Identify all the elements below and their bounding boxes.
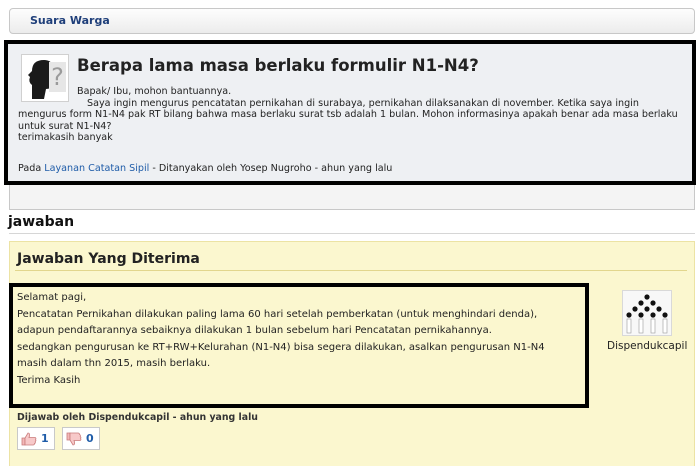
question-title: Berapa lama masa berlaku formulir N1-N4? (77, 56, 479, 75)
upvote-button[interactable] (17, 427, 55, 450)
question-closing: terimakasih banyak (18, 132, 113, 143)
answer-line: masih dalam thn 2015, masih berlaku. (17, 358, 211, 370)
divider (15, 270, 687, 271)
thumbs-down-icon (66, 432, 82, 446)
downvote-count: 0 (86, 432, 94, 445)
answer-line: Selamat pagi, (17, 292, 87, 303)
upvote-count: 1 (41, 432, 49, 445)
divider (9, 233, 695, 234)
category-link[interactable]: Layanan Catatan Sipil (44, 163, 150, 174)
tab-suara-warga[interactable]: Suara Warga (30, 14, 110, 27)
question-body (18, 86, 686, 144)
answers-section-heading: jawaban (8, 214, 75, 230)
downvote-button[interactable] (62, 427, 100, 450)
answer-line: adapun pendaftarannya sebaiknya dilakukan 1 bulan sebelum hari Pencatatan pernikahannya. (17, 325, 492, 337)
thumbs-up-icon (21, 432, 37, 446)
answer-text (17, 290, 585, 390)
answer-line: sedangkan pengurusan ke RT+RW+Kelurahan (N1-N4) bisa segera dilakukan, asalkan pengurusan N1-N4 (17, 341, 545, 353)
agency-name[interactable]: Dispendukcapil (607, 340, 688, 352)
question-meta (18, 163, 392, 174)
answer-line: Terima Kasih (17, 374, 81, 386)
answered-by: Dijawab oleh Dispendukcapil - ahun yang lalu (17, 412, 258, 423)
question-card (4, 40, 696, 185)
dispendukcapil-logo-icon (622, 290, 672, 336)
question-greeting: Bapak/ Ibu, mohon bantuannya. (77, 86, 232, 97)
accepted-answer-header: Jawaban Yang Diterima (17, 251, 200, 267)
svg-text:?: ? (51, 63, 64, 91)
meta-suffix: - Ditanyakan oleh Yosep Nugroho - ahun yang lalu (149, 163, 393, 174)
meta-prefix: Pada (18, 163, 45, 174)
answer-line: Pencatatan Pernikahan dilakukan paling lama 60 hari setelah pemberkatan (untuk menghindari denda), (17, 308, 538, 320)
tab-bar (9, 8, 695, 34)
question-text: Saya ingin mengurus pencatatan pernikahan di surabaya, pernikahan dilaksanakan di november. Ketika saya ingin mengurus form N1-N4 pak RT bilang bahwa masa berlaku surat tsb adalah 1 bulan. Mohon informasinya apakah benar ada masa berlaku untuk surat N1-N4? (18, 97, 678, 132)
answer-card (9, 283, 589, 408)
